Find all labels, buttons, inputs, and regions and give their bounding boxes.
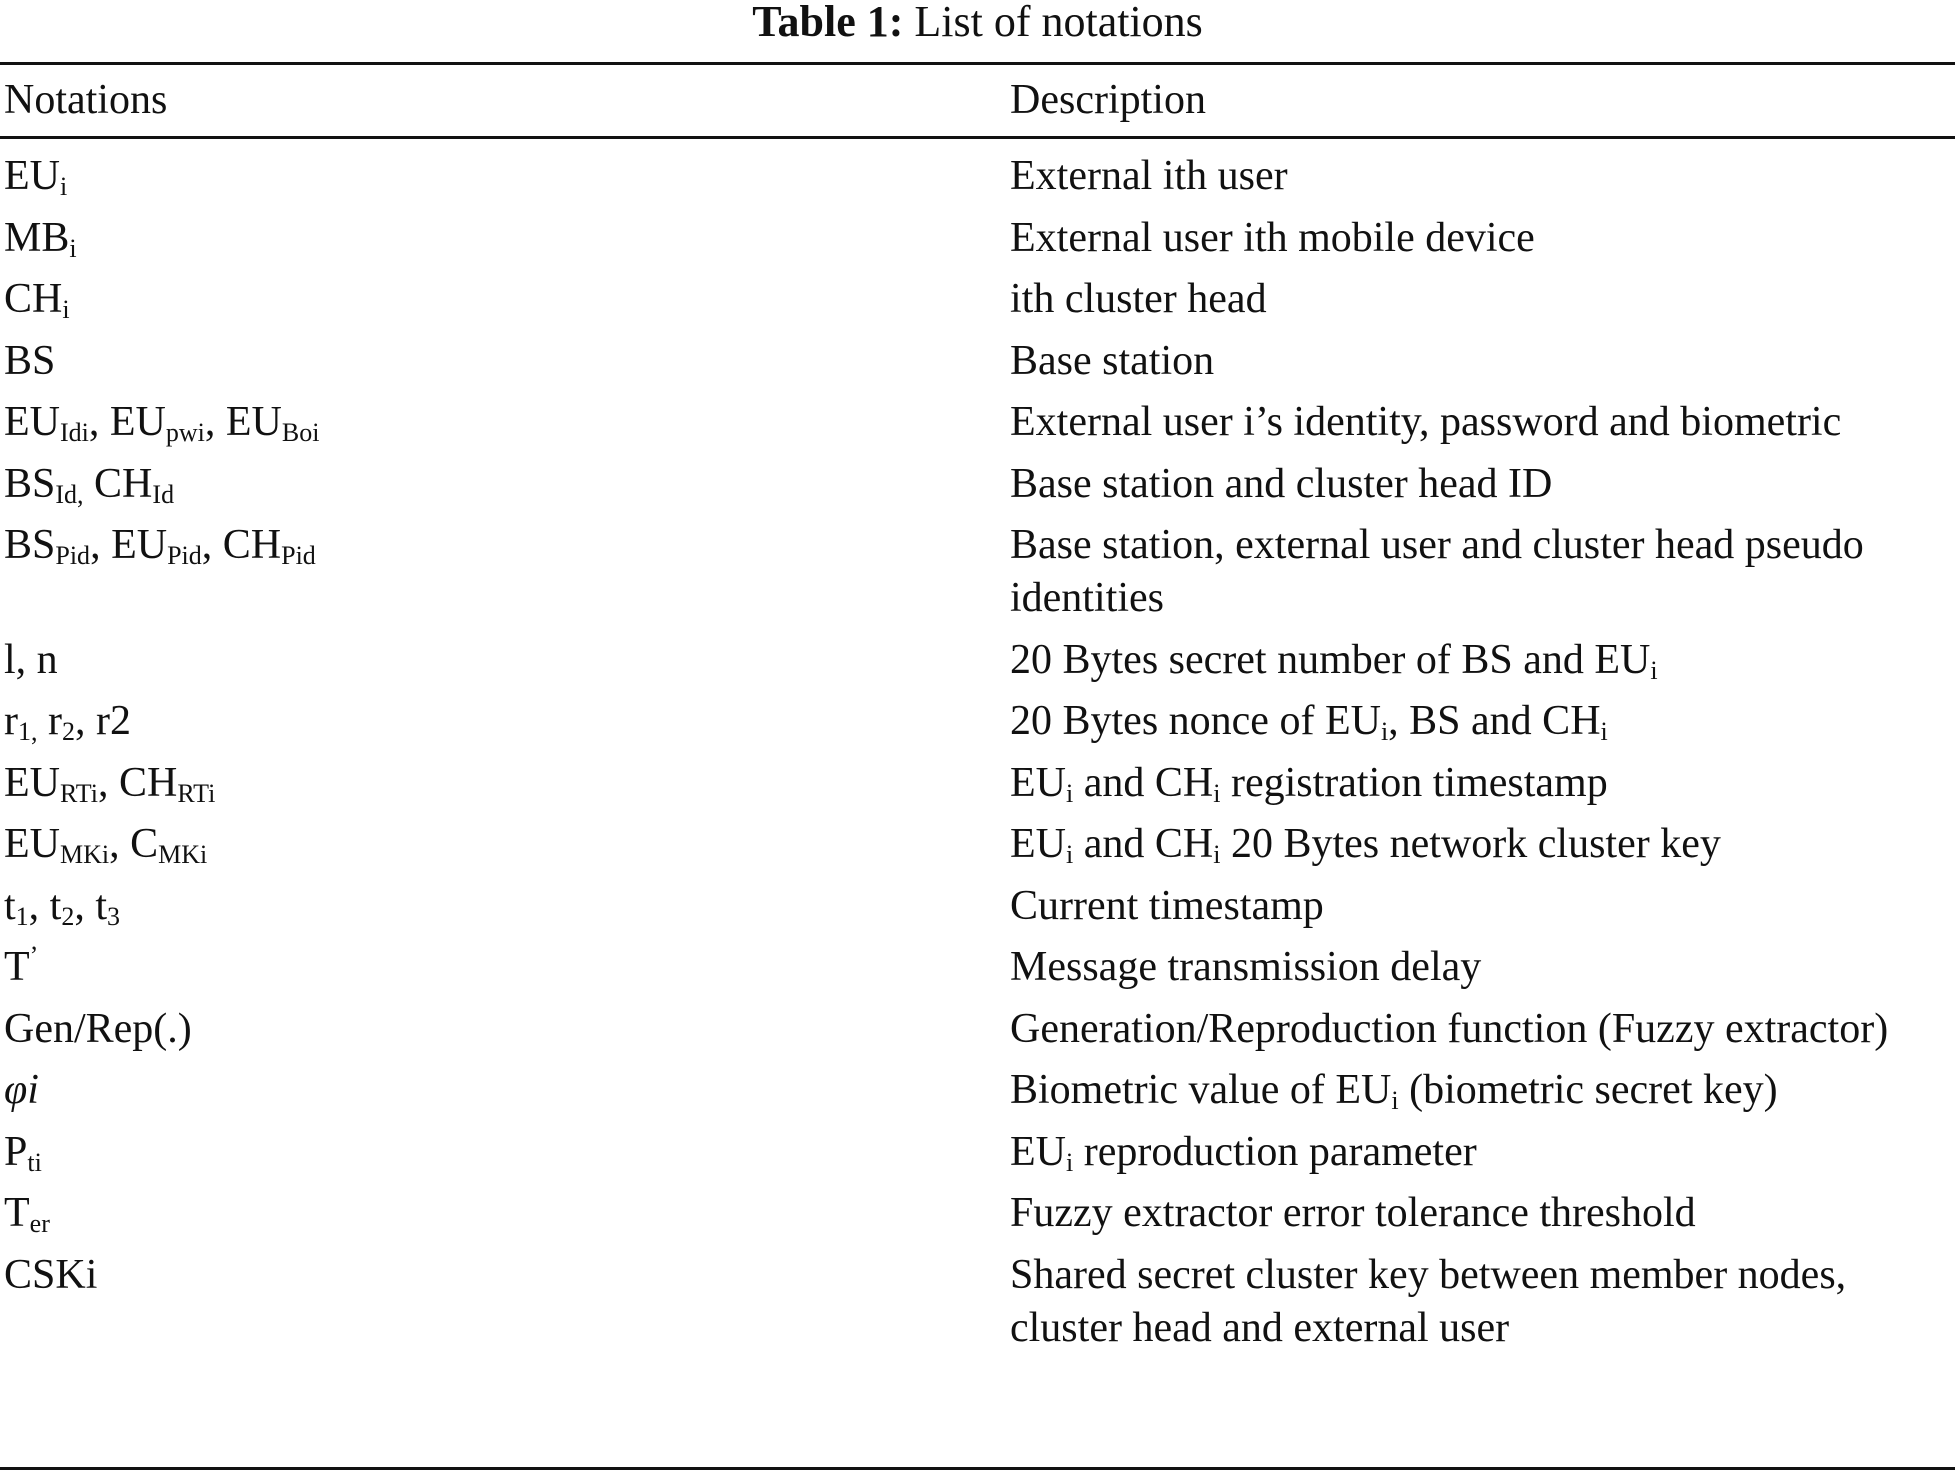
- text-segment: CSKi: [4, 1251, 98, 1298]
- text-segment: Base station, external user and cluster head pseudo identities: [1010, 522, 1864, 621]
- text-segment: i: [1650, 655, 1658, 685]
- description-cell: [1010, 396, 1945, 449]
- notation-cell: [0, 634, 1010, 687]
- text-segment: t: [4, 882, 16, 929]
- text-segment: RTi: [60, 778, 98, 808]
- text-segment: , CH: [201, 522, 282, 568]
- description-cell: [1010, 695, 1945, 748]
- top-rule: [0, 62, 1955, 65]
- notation-cell: [0, 273, 1010, 326]
- text-segment: r: [4, 698, 18, 744]
- description-cell: [1010, 1003, 1945, 1056]
- text-segment: P: [4, 1128, 28, 1175]
- text-segment: , t: [74, 882, 108, 929]
- text-segment: MB: [4, 214, 70, 261]
- caption-title: List of notations: [914, 0, 1203, 46]
- text-segment: External user ith mobile device: [1010, 214, 1535, 261]
- text-segment: Id,: [55, 479, 84, 509]
- text-segment: Boi: [281, 418, 320, 447]
- text-segment: BS: [4, 522, 56, 568]
- text-segment: 1: [15, 901, 29, 931]
- text-segment: EU: [4, 759, 60, 806]
- table-row: [0, 941, 1955, 994]
- text-segment: Pid: [167, 541, 202, 570]
- text-segment: 3: [107, 901, 121, 931]
- text-segment: i: [1391, 1086, 1399, 1115]
- text-segment: Pid: [281, 541, 316, 570]
- text-segment: Message transmission delay: [1010, 944, 1482, 990]
- text-segment: ith cluster head: [1010, 276, 1267, 322]
- text-segment: (biometric secret key): [1398, 1067, 1778, 1113]
- notation-cell: [0, 941, 1010, 994]
- text-segment: pwi: [165, 418, 205, 447]
- description-cell: [1010, 458, 1945, 511]
- header-notations: Notations: [4, 77, 168, 123]
- notation-cell: [0, 695, 1010, 748]
- table-row: [0, 1003, 1955, 1056]
- text-segment: Biometric value of EU: [1010, 1067, 1392, 1113]
- description-cell: [1010, 1064, 1945, 1117]
- description-cell: [1010, 880, 1945, 933]
- text-segment: reproduction parameter: [1073, 1128, 1477, 1175]
- text-segment: MKi: [158, 840, 208, 869]
- text-segment: 2: [61, 901, 75, 931]
- notation-cell: [0, 150, 1010, 203]
- text-segment: , C: [109, 821, 159, 867]
- description-cell: [1010, 212, 1945, 265]
- text-segment: EU: [4, 153, 60, 199]
- text-segment: RTi: [177, 778, 216, 808]
- text-segment: Base station and cluster head ID: [1010, 460, 1553, 507]
- text-segment: i: [62, 295, 70, 324]
- table-body: [0, 150, 1955, 1363]
- description-cell: [1010, 818, 1945, 871]
- notation-cell: [0, 818, 1010, 871]
- table-row: [0, 1249, 1955, 1355]
- text-segment: External ith user: [1010, 153, 1288, 199]
- text-segment: i: [1600, 717, 1608, 746]
- bottom-rule: [0, 1467, 1955, 1470]
- text-segment: i: [69, 233, 77, 263]
- text-segment: er: [29, 1209, 50, 1238]
- text-segment: φi: [4, 1067, 39, 1113]
- text-segment: EU: [4, 399, 60, 445]
- text-segment: EU: [1010, 1128, 1066, 1175]
- table-row: [0, 1064, 1955, 1117]
- table-row: [0, 335, 1955, 388]
- description-cell: [1010, 634, 1945, 687]
- text-segment: , CH: [97, 759, 178, 806]
- text-segment: , BS and CH: [1388, 698, 1601, 744]
- text-segment: Gen/Rep(.): [4, 1005, 192, 1052]
- notation-cell: [0, 335, 1010, 388]
- text-segment: , t: [28, 882, 62, 929]
- table-row: [0, 212, 1955, 265]
- text-segment: i: [1066, 1147, 1074, 1177]
- text-segment: Shared secret cluster key between member nodes, cluster head and external user: [1010, 1251, 1847, 1351]
- table-row: [0, 634, 1955, 687]
- text-segment: 1,: [18, 717, 38, 746]
- table-row: [0, 818, 1955, 871]
- text-segment: BS: [4, 460, 56, 507]
- text-segment: EU: [1010, 759, 1066, 806]
- notation-cell: [0, 1003, 1010, 1056]
- table-row: [0, 273, 1955, 326]
- text-segment: Id: [152, 479, 175, 509]
- header-rule: [0, 136, 1955, 139]
- notation-cell: [0, 519, 1010, 625]
- caption-label: Table 1:: [752, 0, 904, 46]
- text-segment: i: [1066, 778, 1074, 808]
- text-segment: 20 Bytes network cluster key: [1220, 821, 1721, 867]
- text-segment: , EU: [204, 399, 282, 445]
- table-row: [0, 757, 1955, 810]
- notation-cell: [0, 1126, 1010, 1179]
- table-header: [0, 72, 1955, 132]
- description-cell: [1010, 273, 1945, 326]
- notation-cell: [0, 396, 1010, 449]
- text-segment: , EU: [88, 399, 166, 445]
- notation-cell: [0, 757, 1010, 810]
- notation-cell: [0, 1187, 1010, 1240]
- text-segment: EU: [1010, 821, 1066, 867]
- text-segment: registration timestamp: [1220, 759, 1608, 806]
- text-segment: , r2: [75, 698, 131, 744]
- description-cell: [1010, 757, 1945, 810]
- table-row: [0, 880, 1955, 933]
- text-segment: External user i’s identity, password and biometric: [1010, 399, 1842, 445]
- text-segment: CH: [4, 276, 63, 322]
- notation-cell: [0, 212, 1010, 265]
- table-row: [0, 458, 1955, 511]
- header-description: Description: [1010, 77, 1206, 123]
- text-segment: i: [1380, 717, 1389, 746]
- text-segment: i: [1213, 840, 1221, 869]
- text-segment: l, n: [4, 636, 58, 683]
- table-row: [0, 1187, 1955, 1240]
- text-segment: Pid: [55, 541, 91, 570]
- table-row: [0, 1126, 1955, 1179]
- text-segment: MKi: [60, 840, 110, 869]
- text-segment: and CH: [1073, 759, 1214, 806]
- text-segment: ’: [29, 941, 39, 970]
- table-row: [0, 519, 1955, 625]
- text-segment: EU: [4, 821, 60, 867]
- notation-cell: [0, 1064, 1010, 1117]
- text-segment: r: [37, 698, 62, 744]
- text-segment: i: [1213, 778, 1221, 808]
- text-segment: Generation/Reproduction function (Fuzzy extractor): [1010, 1005, 1889, 1052]
- text-segment: Fuzzy extractor error tolerance threshold: [1010, 1190, 1696, 1236]
- notation-cell: [0, 1249, 1010, 1355]
- table-row: [0, 150, 1955, 203]
- description-cell: [1010, 150, 1945, 203]
- table-caption: [0, 0, 1955, 48]
- text-segment: 20 Bytes secret number of BS and EU: [1010, 636, 1651, 683]
- text-segment: Current timestamp: [1010, 882, 1324, 929]
- description-cell: [1010, 1249, 1945, 1355]
- table-row: [0, 396, 1955, 449]
- description-cell: [1010, 1126, 1945, 1179]
- text-segment: ti: [27, 1147, 42, 1177]
- text-segment: and CH: [1073, 821, 1214, 867]
- description-cell: [1010, 519, 1945, 625]
- text-segment: Base station: [1010, 337, 1215, 384]
- text-segment: Idi: [60, 418, 89, 447]
- text-segment: BS: [4, 337, 56, 384]
- notation-cell: [0, 458, 1010, 511]
- description-cell: [1010, 941, 1945, 994]
- text-segment: T: [4, 1190, 30, 1236]
- description-cell: [1010, 1187, 1945, 1240]
- description-cell: [1010, 335, 1945, 388]
- text-segment: CH: [83, 460, 153, 507]
- text-segment: , EU: [90, 522, 168, 568]
- text-segment: 20 Bytes nonce of EU: [1010, 698, 1381, 744]
- text-segment: i: [60, 172, 68, 201]
- text-segment: T: [4, 944, 30, 990]
- table-row: [0, 695, 1955, 748]
- text-segment: 2: [62, 717, 75, 746]
- notation-cell: [0, 880, 1010, 933]
- text-segment: i: [1066, 840, 1074, 869]
